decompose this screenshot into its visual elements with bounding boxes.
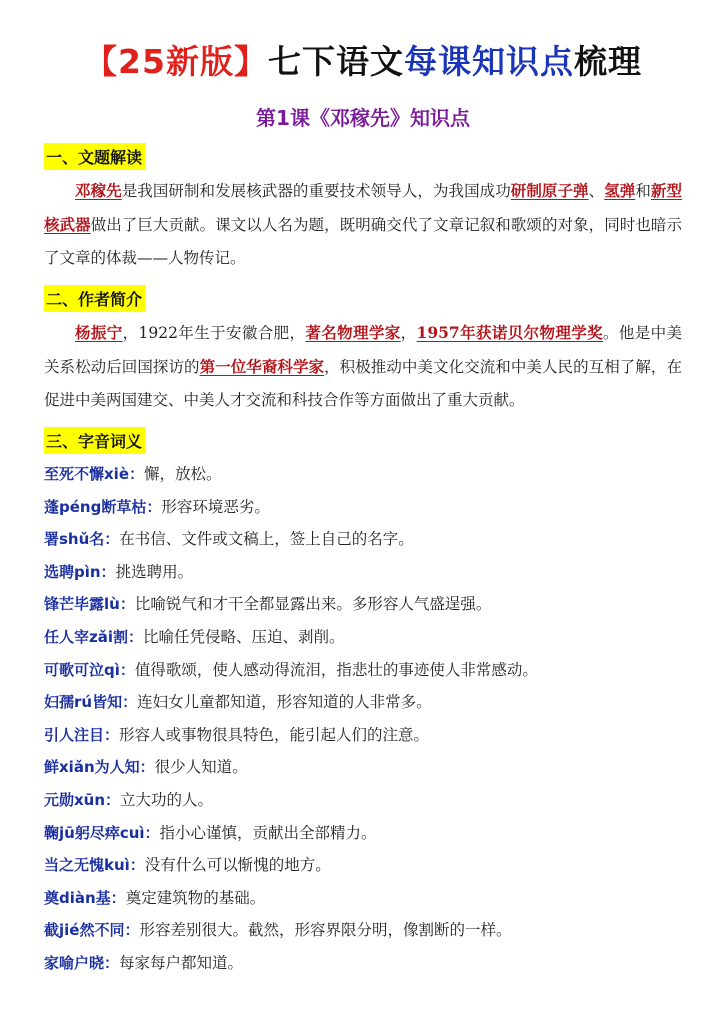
- vocab-definition: 立大功的人。: [120, 790, 214, 809]
- vocab-list: [44, 458, 682, 980]
- vocab-item: [44, 686, 682, 719]
- author-paragraph: [44, 316, 682, 417]
- vocab-definition: 比喻锐气和才干全都显露出来。多形容人气盛逞强。: [134, 595, 492, 614]
- vocab-definition: 懈，放松。: [144, 465, 222, 483]
- vocab-term: 妇孺rú皆知：: [44, 693, 138, 712]
- highlighted-term: 氢弹: [604, 181, 636, 200]
- vocab-definition: 很少人知道。: [154, 758, 248, 777]
- paragraph-text: 和: [635, 182, 651, 200]
- vocab-term: 至死不懈xiè：: [44, 465, 144, 483]
- vocab-definition: 值得歌颂，使人感动得流泪，指悲壮的事迹使人非常感动。: [134, 660, 538, 679]
- vocab-item: [44, 882, 682, 915]
- paragraph-text: ，积极推动中美文化交流和中美人民的互相了解，在促进中美两国建交、中美人才交流和科技合作等方面做出了重大贡献。: [44, 358, 682, 409]
- paragraph-text: ，: [400, 324, 417, 342]
- paragraph-text: 、: [588, 182, 605, 200]
- vocab-term: 当之无愧kuì：: [44, 856, 145, 875]
- vocab-item: [44, 849, 682, 882]
- vocab-item: [44, 914, 682, 947]
- lesson-subtitle: 第1课《邓稼先》知识点: [256, 106, 470, 130]
- highlighted-term: 1957年获诺贝尔物理学奖: [416, 323, 603, 342]
- vocab-item: [44, 784, 682, 817]
- section-heading-theme: 一、文题解读: [44, 143, 146, 170]
- vocab-term: 鲜xiǎn为人知：: [44, 758, 155, 777]
- vocab-definition: 形容环境恶劣。: [161, 497, 270, 516]
- section-heading-vocab: 三、字音词义: [44, 427, 146, 454]
- highlighted-term: 著名物理学家: [305, 323, 401, 342]
- vocab-item: [44, 817, 682, 850]
- vocab-term: 元勋xūn：: [44, 790, 121, 809]
- paragraph-text: ，1922年生于安徽合肥，: [122, 324, 306, 342]
- section-vocab: [44, 417, 682, 980]
- vocab-item: [44, 719, 682, 752]
- theme-paragraph: [44, 174, 682, 275]
- section-heading-author: 二、作者简介: [44, 285, 146, 312]
- vocab-term: 可歌可泣qì：: [44, 660, 135, 679]
- highlighted-term: 研制原子弹: [510, 181, 589, 200]
- paragraph-text: 是我国研制和发展核武器的重要技术领导人，为我国成功: [121, 182, 511, 200]
- vocab-item: [44, 556, 682, 589]
- highlighted-term: 邓稼先: [75, 181, 122, 200]
- vocab-term: 截jié然不同：: [44, 921, 140, 940]
- vocab-item: [44, 947, 682, 980]
- vocab-term: 奠diàn基：: [44, 888, 126, 907]
- vocab-definition: 形容差别很大。截然，形容界限分明，像割断的一样。: [139, 921, 512, 940]
- vocab-term: 署shǔ名：: [44, 530, 120, 549]
- highlighted-term: 第一位华裔科学家: [199, 357, 325, 376]
- vocab-definition: 指小心谨慎，贡献出全部精力。: [159, 823, 377, 842]
- section-author: [44, 275, 682, 417]
- vocab-definition: 挑选聘用。: [115, 562, 194, 581]
- paragraph-text: 做出了巨大贡献。课文以人名为题，既明确交代了文章记叙和歌颂的对象，同时也暗示了文章的体裁——人物传记。: [44, 216, 682, 267]
- vocab-term: 蓬péng断草枯：: [44, 497, 162, 516]
- vocab-term: 鞠jū躬尽瘁cuì：: [44, 823, 160, 842]
- vocab-definition: 奠定建筑物的基础。: [125, 888, 266, 907]
- vocab-term: 锋芒毕露lù：: [44, 595, 135, 614]
- vocab-item: [44, 523, 682, 556]
- section-theme: [44, 133, 682, 275]
- vocab-item: [44, 588, 682, 621]
- vocab-item: [44, 491, 682, 524]
- highlighted-term: 杨振宁: [75, 323, 123, 342]
- highlighted-term: 新型核武器: [44, 181, 682, 234]
- vocab-item: [44, 654, 682, 687]
- vocab-definition: 比喻任凭侵略、压迫、剥削。: [143, 627, 345, 646]
- title-suffix: 梳理: [573, 42, 642, 81]
- vocab-definition: 连妇女儿童都知道，形容知道的人非常多。: [137, 693, 432, 712]
- title-highlight: 每课知识点: [403, 42, 574, 81]
- page-title: [44, 0, 682, 84]
- vocab-definition: 每家每户都知道。: [119, 953, 244, 972]
- vocab-item: [44, 621, 682, 654]
- vocab-definition: 形容人或事物很具特色，能引起人们的注意。: [119, 725, 430, 744]
- vocab-item: [44, 458, 682, 491]
- paragraph-text: 。他是中美关系松动后回国探访的: [44, 324, 682, 376]
- vocab-definition: 在书信、文件或文稿上，签上自己的名字。: [119, 530, 414, 549]
- vocab-term: 引人注目：: [44, 725, 120, 744]
- vocab-term: 选聘pìn：: [44, 562, 116, 581]
- title-edition-tag: 【25新版】: [84, 42, 268, 81]
- vocab-term: 任人宰zǎi割：: [44, 627, 143, 646]
- vocab-term: 家喻户晓：: [44, 953, 120, 972]
- vocab-definition: 没有什么可以惭愧的地方。: [144, 856, 331, 875]
- title-grade-subject: 七下语文: [267, 42, 404, 81]
- vocab-item: [44, 751, 682, 784]
